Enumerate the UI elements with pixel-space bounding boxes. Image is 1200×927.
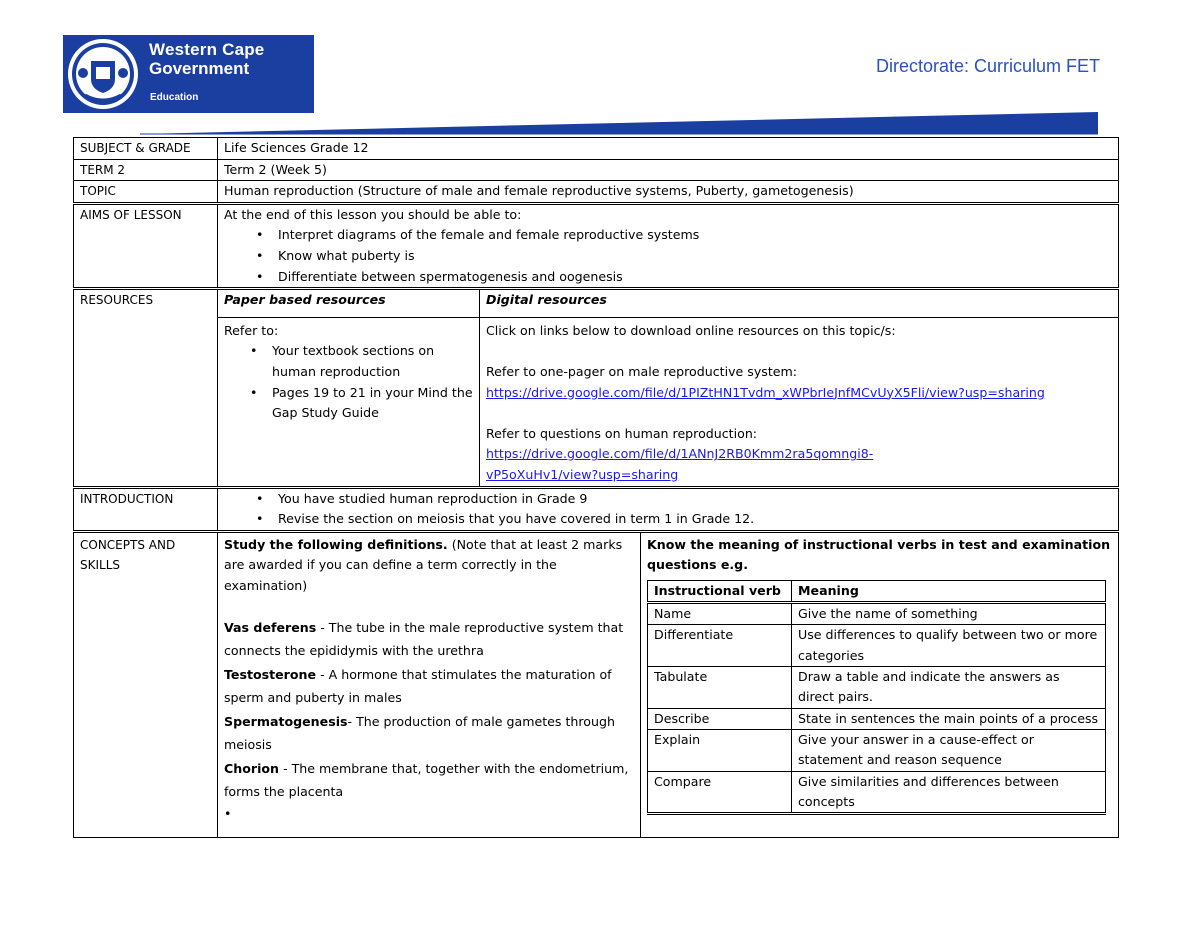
definition-term: Chorion (224, 760, 280, 776)
table-row (648, 625, 1106, 667)
definition-spermatogenesis (224, 710, 634, 757)
term-label: TERM 2 (74, 159, 218, 181)
table-row (648, 603, 1106, 625)
row-subject (74, 138, 1119, 160)
digital-resources-heading: Digital resources (480, 289, 1119, 318)
directorate-title: Directorate: Curriculum FET (876, 56, 1101, 76)
verbs-header-row (648, 580, 1106, 602)
verb-cell: Describe (648, 708, 792, 729)
verbs-header-meaning: Meaning (792, 580, 1106, 602)
verb-cell: Differentiate (648, 625, 792, 667)
table-row (648, 771, 1106, 814)
definition-vas-deferens (224, 616, 634, 663)
meaning-cell: Use differences to qualify between two or more categories (792, 625, 1106, 667)
definition-term: Vas deferens (224, 619, 317, 635)
table-row (648, 729, 1106, 771)
meaning-cell: Give your answer in a cause-effect or statement and reason sequence (792, 729, 1106, 771)
verbs-header-verb: Instructional verb (648, 580, 792, 602)
logo-line-1: Western Cape (149, 40, 265, 59)
coat-of-arms-icon (63, 35, 143, 113)
meaning-cell: Give similarities and differences between concepts (792, 771, 1106, 814)
lesson-plan-table (73, 137, 1119, 838)
table-row (648, 667, 1106, 709)
topic-label: TOPIC (74, 181, 218, 204)
definition-text: - The membrane that, together with the endometrium, forms the placenta (224, 760, 629, 800)
one-pager-link[interactable]: https://drive.google.com/file/d/1PIZtHN1Tvdm_xWPbrIeJnfMCvUyX5Fli/view?usp=sharing (486, 384, 1045, 400)
study-heading: Study the following definitions. (224, 536, 448, 552)
list-item: • Interpret diagrams of the female and female reproductive systems (256, 225, 1112, 246)
definition-text: - The tube in the male reproductive system that connects the epididymis with the urethra (224, 619, 624, 659)
list-item: • Pages 19 to 21 in your Mind the Gap Study Guide (250, 383, 473, 424)
verbs-cell (641, 531, 1119, 837)
introduction-content (218, 487, 1119, 531)
concepts-label-line1: CONCEPTS AND (80, 537, 176, 552)
aims-label: AIMS OF LESSON (74, 203, 218, 288)
study-instructions (224, 535, 634, 596)
verbs-intro: Know the meaning of instructional verbs in test and examination questions e.g. (647, 536, 1111, 573)
verb-cell: Explain (648, 729, 792, 771)
row-introduction (74, 487, 1119, 531)
subject-label: SUBJECT & GRADE (74, 138, 218, 160)
questions-link-part2[interactable]: vP5oXuHv1/view?usp=sharing (486, 466, 679, 482)
definition-term: Testosterone (224, 666, 317, 682)
instructional-verbs-table (647, 580, 1106, 815)
aims-intro: At the end of this lesson you should be able to: (224, 206, 522, 222)
link2-text: Refer to questions on human reproduction: (486, 425, 758, 441)
list-item: • Your textbook sections on human reproduction (250, 341, 473, 382)
row-resources-header (74, 289, 1119, 318)
topic-value: Human reproduction (Structure of male and female reproductive systems, Puberty, gametogenesis) (218, 181, 1119, 204)
logo-line-2: Government (149, 59, 250, 78)
list-item: • Differentiate between spermatogenesis and oogenesis (256, 267, 1112, 288)
list-item: • You have studied human reproduction in Grade 9 (256, 489, 1112, 510)
definition-testosterone (224, 663, 634, 710)
row-resources (74, 317, 1119, 487)
row-term (74, 159, 1119, 181)
introduction-label: INTRODUCTION (74, 487, 218, 531)
header-swoosh (140, 112, 1098, 137)
trailing-bullet: • (224, 805, 232, 821)
link1-text: Refer to one-pager on male reproductive system: (486, 363, 798, 379)
verb-cell: Tabulate (648, 667, 792, 709)
digital-resources (480, 317, 1119, 487)
term-value: Term 2 (Week 5) (218, 159, 1119, 181)
concepts-label (74, 531, 218, 837)
row-topic (74, 181, 1119, 204)
definition-chorion (224, 757, 634, 804)
digital-intro: Click on links below to download online resources on this topic/s: (486, 322, 896, 338)
introduction-list (224, 489, 1112, 530)
paper-resources-heading: Paper based resources (218, 289, 480, 318)
list-item: • Know what puberty is (256, 246, 1112, 267)
meaning-cell: Give the name of something (792, 603, 1106, 625)
aims-content (218, 203, 1119, 288)
verb-cell: Compare (648, 771, 792, 814)
verb-cell: Name (648, 603, 792, 625)
table-row (648, 708, 1106, 729)
concepts-label-line2: SKILLS (80, 558, 121, 573)
logo-line-3: Education (150, 92, 199, 103)
definition-text: - A hormone that stimulates the maturation of sperm and puberty in males (224, 666, 612, 706)
row-concepts (74, 531, 1119, 837)
paper-resources (218, 317, 480, 487)
list-item: • Revise the section on meiosis that you have covered in term 1 in Grade 12. (256, 509, 1112, 530)
definition-term: Spermatogenesis (224, 713, 348, 729)
meaning-cell: Draw a table and indicate the answers as direct pairs. (792, 667, 1106, 709)
resources-label: RESOURCES (74, 289, 218, 487)
row-aims (74, 203, 1119, 288)
subject-value: Life Sciences Grade 12 (218, 138, 1119, 160)
meaning-cell: State in sentences the main points of a process (792, 708, 1106, 729)
definitions-cell (218, 531, 641, 837)
paper-list (224, 341, 473, 423)
study-note: (Note that at least 2 marks are awarded if you can define a term correctly in the examination) (224, 536, 623, 593)
paper-intro: Refer to: (224, 322, 279, 338)
aims-list (224, 225, 1112, 287)
definition-text: - The production of male gametes through meiosis (224, 713, 615, 753)
questions-link-part1[interactable]: https://drive.google.com/file/d/1ANnJ2RB0Kmm2ra5qomngi8- (486, 446, 874, 462)
